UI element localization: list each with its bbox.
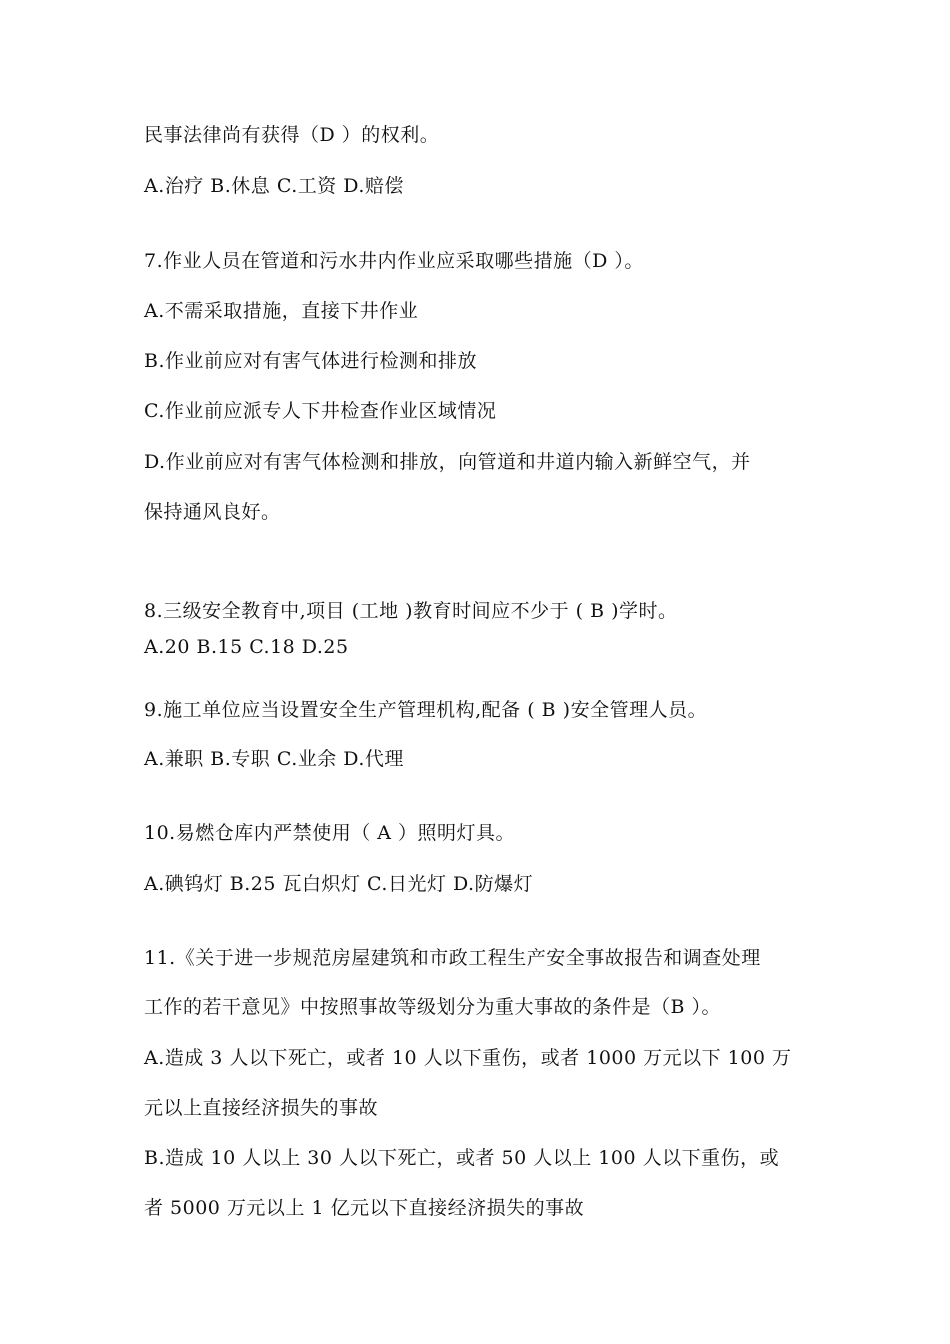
question-11: 11.《关于进一步规范房屋建筑和市政工程生产安全事故报告和调查处理 (144, 947, 761, 969)
option-b-continued: 者 5000 万元以上 1 亿元以下直接经济损失的事故 (144, 1197, 585, 1219)
answer-options: A.20 B.15 C.18 D.25 (144, 636, 349, 658)
option-a-continued: 元以上直接经济损失的事故 (144, 1097, 379, 1119)
question-9: 9.施工单位应当设置安全生产管理机构,配备 ( B )安全管理人员。 (144, 699, 708, 721)
option-a: A.不需采取措施，直接下井作业 (144, 300, 419, 322)
text-line: 民事法律尚有获得（D ）的权利。 (144, 124, 440, 146)
option-a: A.造成 3 人以下死亡，或者 10 人以下重伤，或者 1000 万元以下 100 万 (144, 1047, 792, 1069)
option-c: C.作业前应派专人下井检查作业区域情况 (144, 400, 497, 422)
question-7: 7.作业人员在管道和污水井内作业应采取哪些措施（D ）。 (144, 250, 644, 272)
option-b: B.造成 10 人以上 30 人以下死亡，或者 50 人以上 100 人以下重伤，或 (144, 1147, 780, 1169)
question-10: 10.易燃仓库内严禁使用（ A ）照明灯具。 (144, 822, 516, 844)
option-d-continued: 保持通风良好。 (144, 501, 281, 523)
answer-options: A.兼职 B.专职 C.业余 D.代理 (144, 748, 404, 770)
option-b: B.作业前应对有害气体进行检测和排放 (144, 350, 478, 372)
answer-options: A.治疗 B.休息 C.工资 D.赔偿 (144, 175, 404, 197)
option-d: D.作业前应对有害气体检测和排放，向管道和井道内输入新鲜空气，并 (144, 451, 751, 473)
answer-options: A.碘钨灯 B.25 瓦白炽灯 C.日光灯 D.防爆灯 (144, 873, 534, 895)
question-8: 8.三级安全教育中,项目 (工地 )教育时间应不少于 ( B )学时。 (144, 600, 678, 622)
question-11-continued: 工作的若干意见》中按照事故等级划分为重大事故的条件是（B ）。 (144, 996, 722, 1018)
